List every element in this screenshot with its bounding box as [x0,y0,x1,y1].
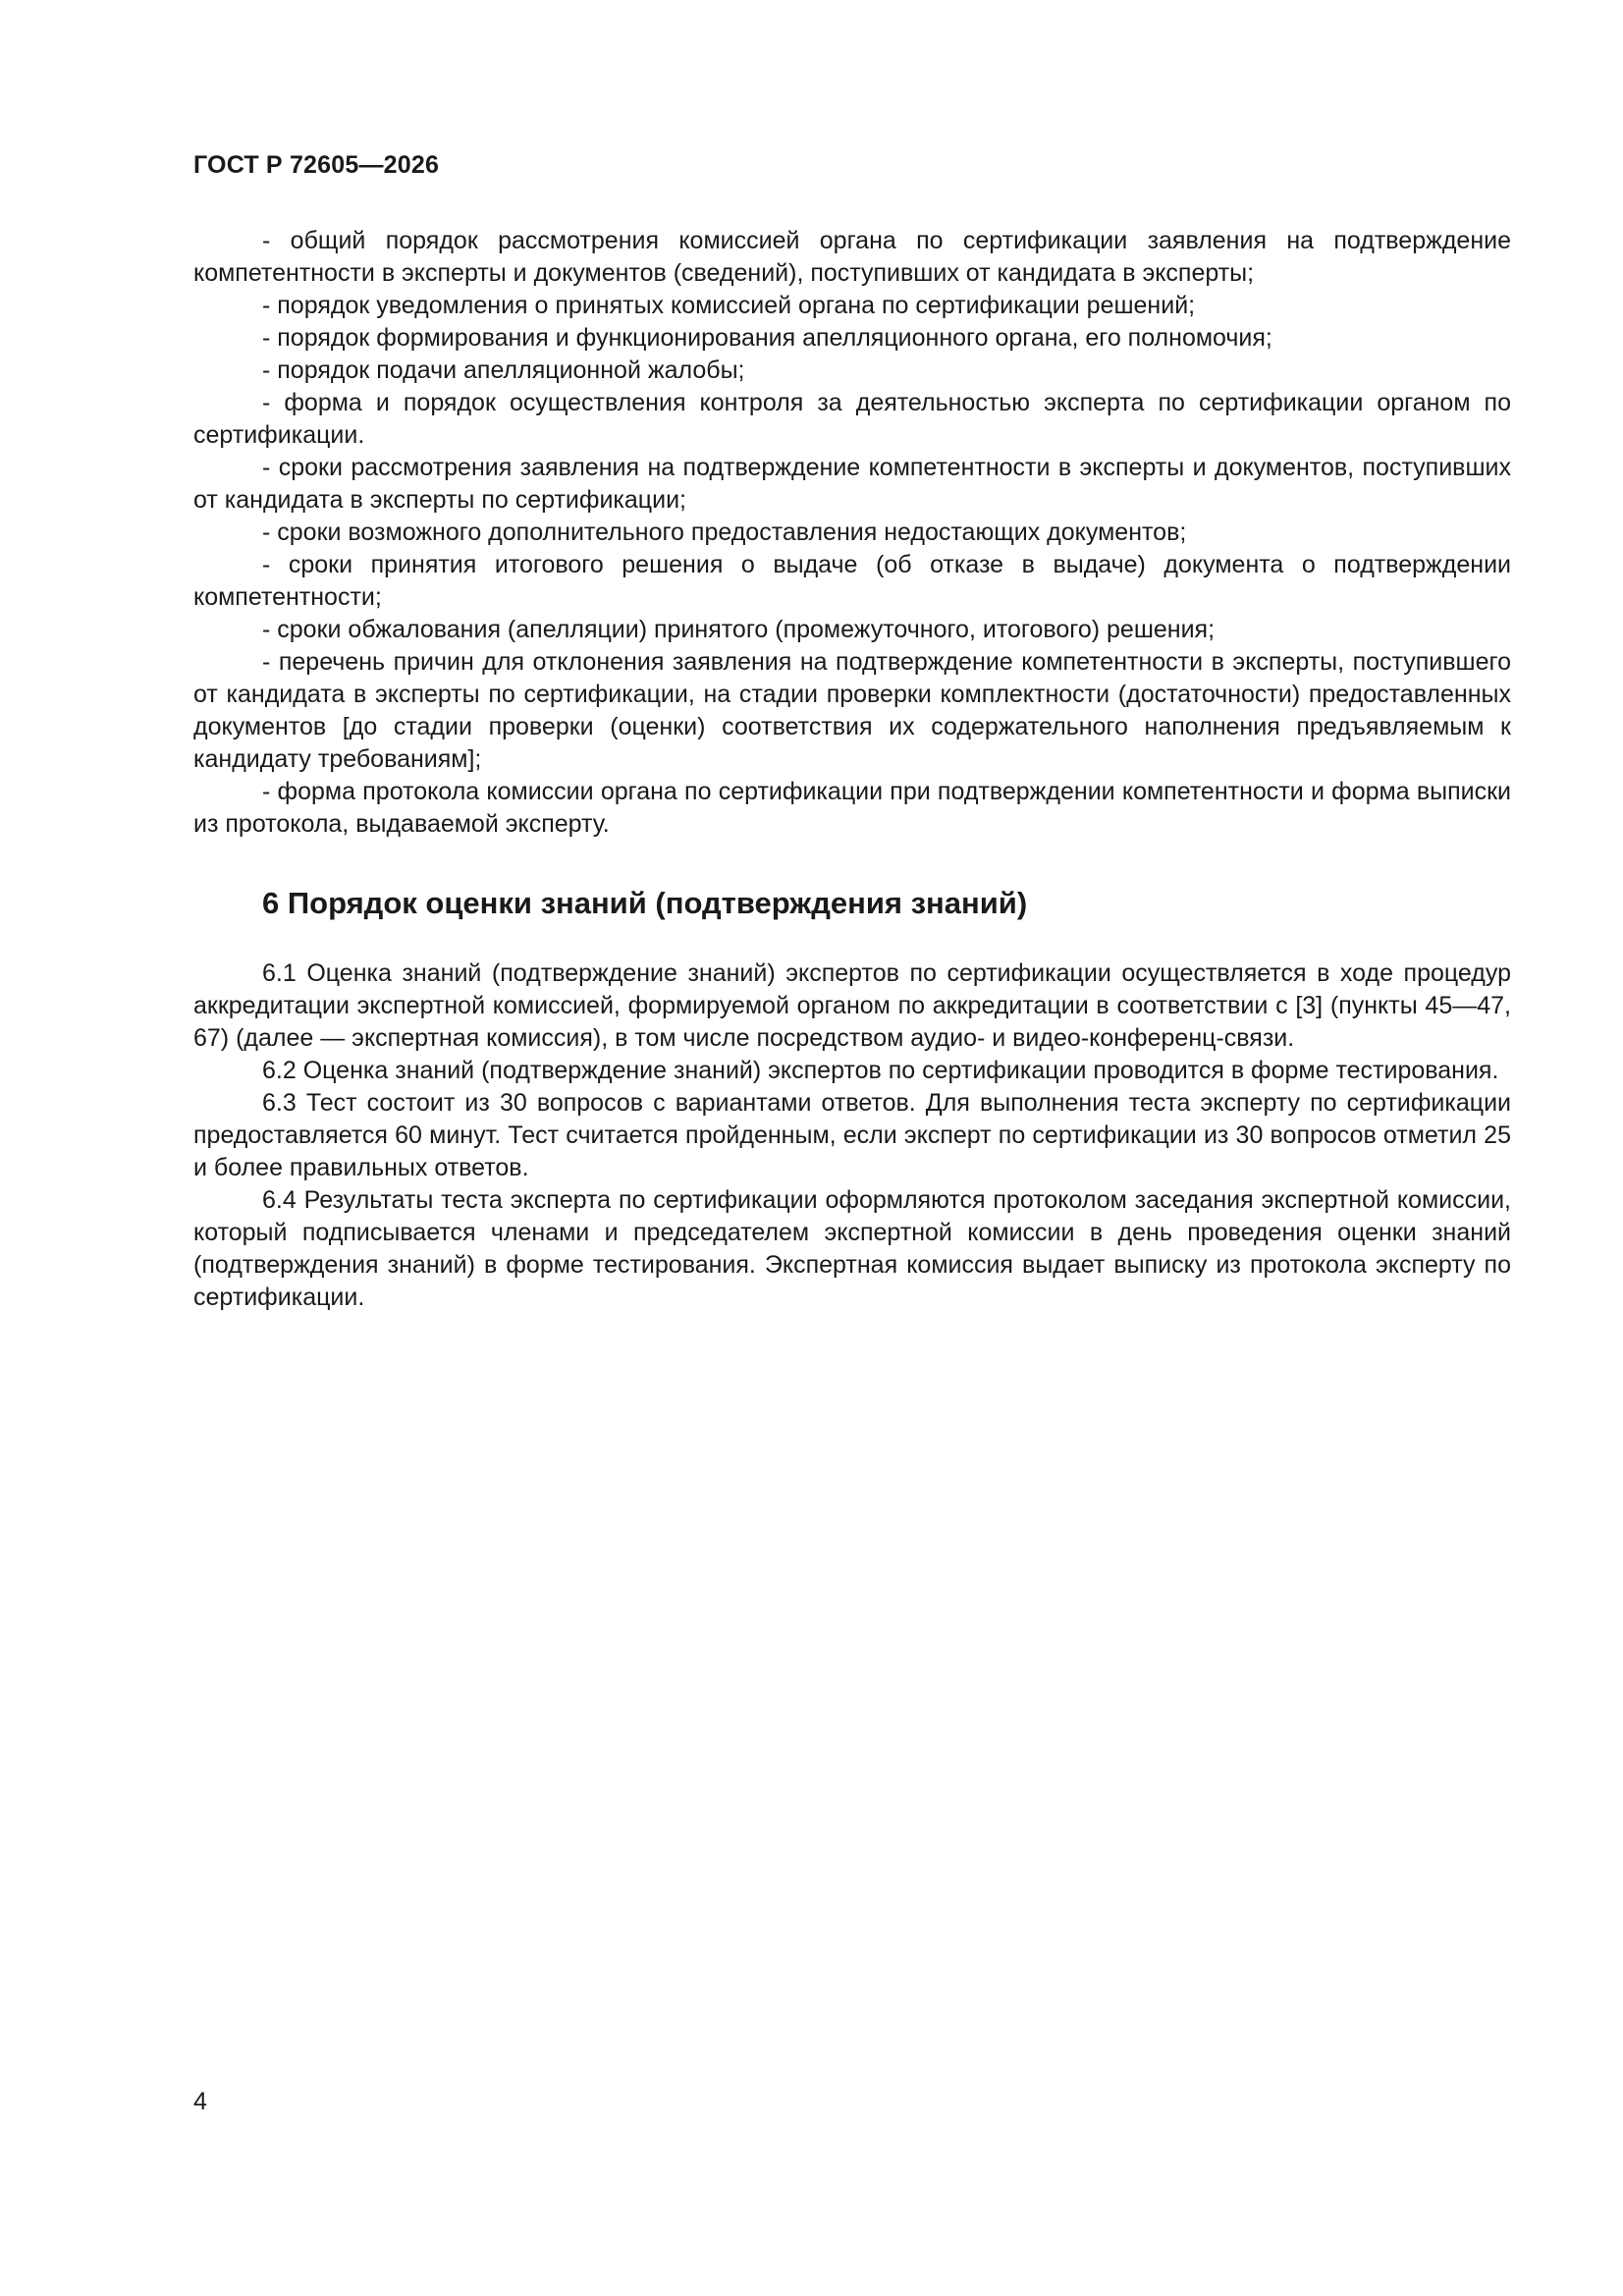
section-title: 6 Порядок оценки знаний (подтверждения знаний) [262,886,1028,920]
list-item: - перечень причин для отклонения заявления на подтверждение компетентности в эксперты, поступившего от кандидата в эксперты по сертификации, на стадии проверки комплектности (достаточности) предоставленных документов [до стадии проверки (оценки) соответствия их содержательного наполнения предъявляемым к кандидату требованиям]; [193,648,1511,773]
list-item: - порядок формирования и функционирования апелляционного органа, его полномочия; [262,324,1272,352]
document-header: ГОСТ Р 72605—2026 [193,151,440,179]
section-body [193,957,1511,1314]
list-item: - сроки рассмотрения заявления на подтверждение компетентности в эксперты и документов, поступивших от кандидата в эксперты по сертификации; [193,454,1511,514]
list-item: - порядок подачи апелляционной жалобы; [262,356,745,384]
list-item: - порядок уведомления о принятых комиссией органа по сертификации решений; [262,292,1196,319]
section-paragraph: 6.4 Результаты теста эксперта по сертификации оформляются протоколом заседания экспертной комиссии, который подписывается членами и председателем экспертной комиссии в день проведения оценки знаний (подтверждения знаний) в форме тестирования. Экспертная комиссия выдает выписку из протокола эксперту по сертификации. [193,1186,1511,1311]
section-paragraph: 6.2 Оценка знаний (подтверждение знаний) экспертов по сертификации проводится в форме тестирования. [262,1057,1499,1084]
list-item: - общий порядок рассмотрения комиссией органа по сертификации заявления на подтверждение компетентности в эксперты и документов (сведений), поступивших от кандидата в эксперты; [193,227,1511,287]
list-item: - форма и порядок осуществления контроля за деятельностью эксперта по сертификации органом по сертификации. [193,389,1511,449]
section-paragraph: 6.1 Оценка знаний (подтверждение знаний) экспертов по сертификации осуществляется в ходе процедур аккредитации экспертной комиссией, формируемой органом по аккредитации в соответствии с [3] (пункты 45—47, 67) (далее — экспертная комиссия), в том числе посредством аудио- и видео-конференц-связи. [193,959,1511,1052]
list-item: - форма протокола комиссии органа по сертификации при подтверждении компетентности и форма выписки из протокола, выдаваемой эксперту. [193,778,1511,838]
document-body [193,225,1511,1314]
list-item: - сроки обжалования (апелляции) принятого (промежуточного, итогового) решения; [262,616,1216,643]
list-item: - сроки принятия итогового решения о выдаче (об отказе в выдаче) документа о подтверждении компетентности; [193,551,1511,611]
list-item: - сроки возможного дополнительного предоставления недостающих документов; [262,519,1187,546]
page-number: 4 [193,2088,207,2115]
requirements-list [193,225,1511,841]
section-paragraph: 6.3 Тест состоит из 30 вопросов с вариантами ответов. Для выполнения теста эксперту по сертификации предоставляется 60 минут. Тест считается пройденным, если эксперт по сертификации из 30 вопросов отметил 25 и более правильных ответов. [193,1089,1511,1181]
